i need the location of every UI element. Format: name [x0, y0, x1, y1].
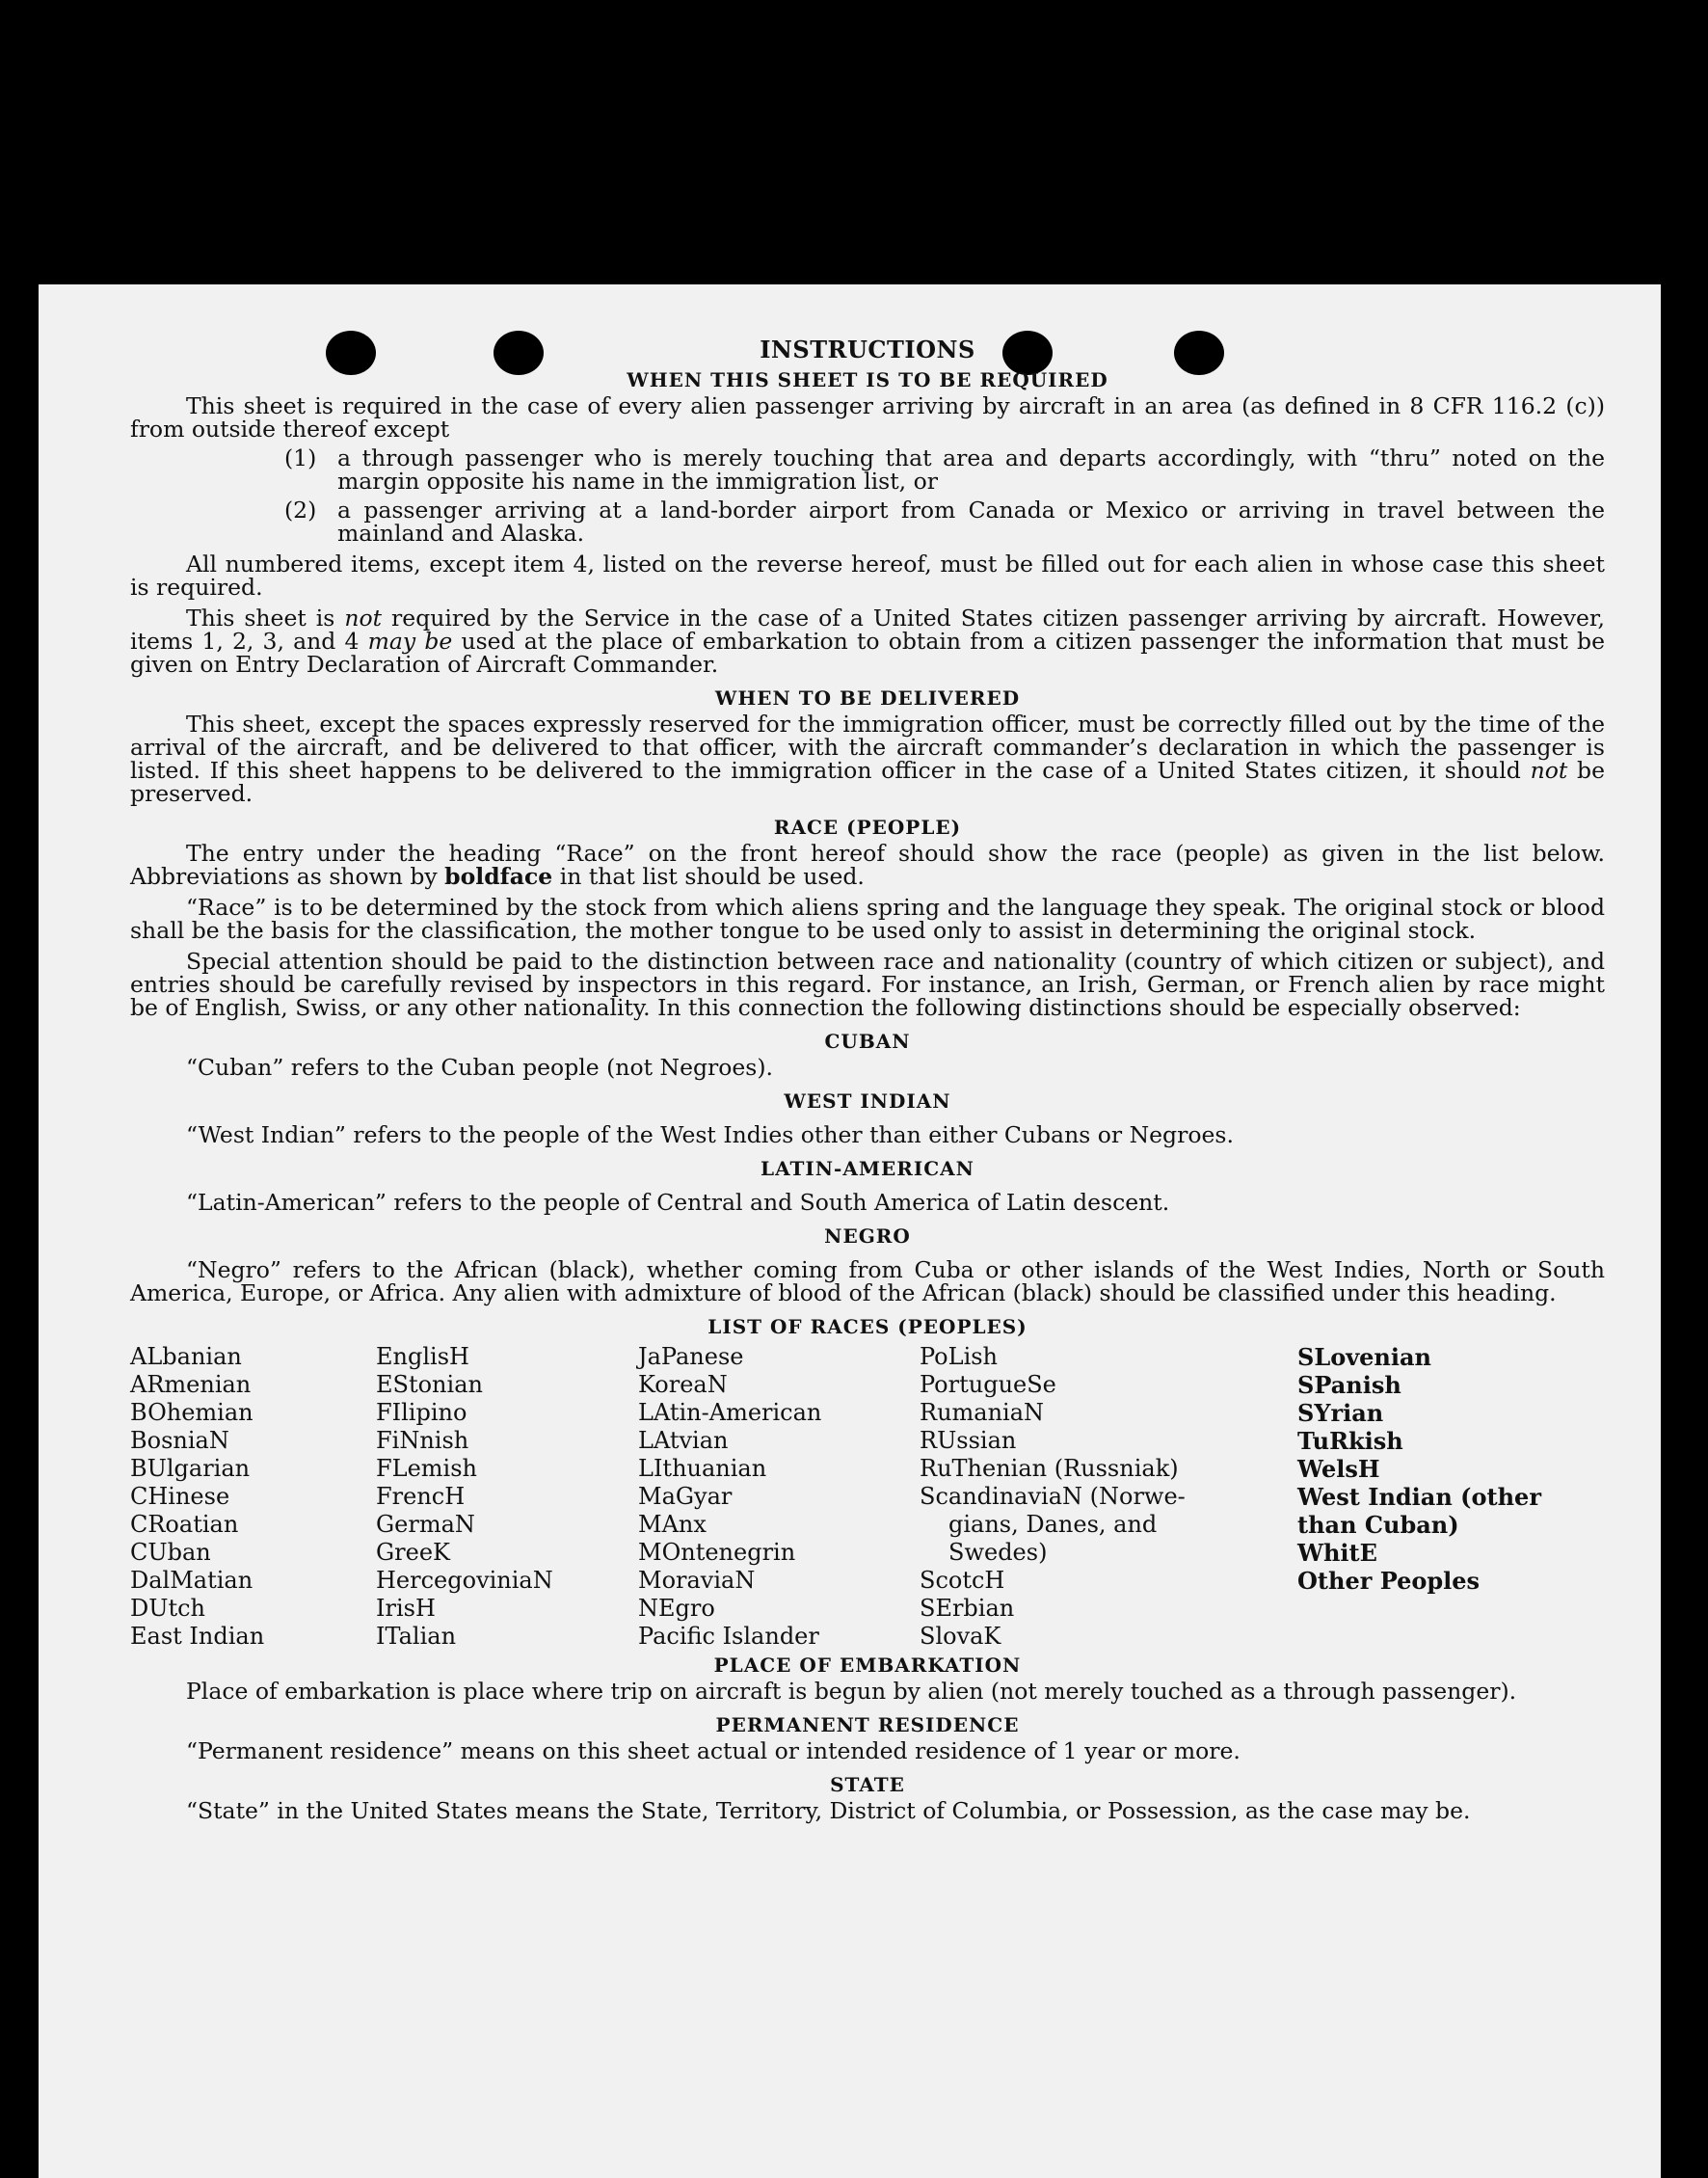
cuban-text: “Cuban” refers to the Cuban people (not Negroes).	[186, 1054, 774, 1081]
heading-west-indian: WEST INDIAN	[784, 1089, 951, 1113]
race-entry: CHinese	[130, 1483, 230, 1510]
race-entry: SYrian	[1297, 1399, 1384, 1427]
item-text: a passenger arriving at a land-border airport from Canada or Mexico or arriving in travel between the mainland and Alaska.	[337, 497, 1605, 547]
exception-item-2	[284, 498, 1605, 545]
race-entry: Other Peoples	[1297, 1567, 1481, 1595]
race-entry: PoLish	[920, 1343, 999, 1370]
race-entry: KoreaN	[638, 1371, 728, 1398]
heading-cuban: CUBAN	[824, 1030, 911, 1053]
race-entry: EStonian	[376, 1371, 483, 1398]
citizen-paragraph: This sheet is not required by the Service in the case of a United States citizen passenger arriving by aircraft. However, items 1, 2, 3, and 4 may be used at the place of embarkation to obtain from a citizen passenger the information that must be given on Entry Declaration of Aircraft Commander.	[130, 605, 1605, 678]
races-column-3	[638, 1343, 920, 1651]
races-column-1	[130, 1343, 376, 1651]
race-entry: GreeK	[376, 1539, 450, 1566]
heading-when-required: WHEN THIS SHEET IS TO BE REQUIRED	[627, 368, 1108, 391]
race-entry: SlovaK	[920, 1623, 1001, 1650]
numbered-items-paragraph: All numbered items, except item 4, listed on the reverse hereof, must be filled out for each alien in whose case this sheet is required.	[130, 551, 1605, 601]
latin-american-text: “Latin-American” refers to the people of Central and South America of Latin descent.	[186, 1189, 1170, 1216]
race-entry: CRoatian	[130, 1511, 239, 1538]
race-entry: ARmenian	[130, 1371, 252, 1398]
race-entry: TuRkish	[1297, 1427, 1403, 1455]
race-entry: SPanish	[1297, 1371, 1401, 1399]
residence-text: “Permanent residence” means on this sheet actual or intended residence of 1 year or more.	[186, 1737, 1241, 1764]
race-entry: FrencH	[376, 1483, 466, 1510]
heading-permanent-residence: PERMANENT RESIDENCE	[715, 1713, 1020, 1736]
race-entry: than Cuban)	[1297, 1511, 1459, 1539]
race-entry: MAnx	[638, 1511, 707, 1538]
heading-race: RACE (PEOPLE)	[773, 816, 962, 839]
embarkation-text: Place of embarkation is place where trip on aircraft is begun by alien (not merely touched as a through passenger).	[186, 1678, 1517, 1705]
heading-when-delivered: WHEN TO BE DELIVERED	[714, 686, 1021, 710]
race-entry: BUlgarian	[130, 1455, 251, 1482]
item-number: (2)	[284, 497, 317, 524]
item-text: a through passenger who is merely touching that area and departs accordingly, with “thru” noted on the margin opposite his name in the immigration list, or	[337, 444, 1605, 495]
races-table	[130, 1343, 1605, 1651]
race-entry: RumaniaN	[920, 1399, 1045, 1426]
instruction-sheet	[39, 284, 1661, 2178]
race-entry: WelsH	[1297, 1455, 1380, 1483]
heading-negro: NEGRO	[824, 1224, 911, 1248]
race-entry: ITalian	[376, 1623, 457, 1650]
race-entry: BosniaN	[130, 1427, 229, 1454]
race-entry: RuThenian (Russniak)	[920, 1455, 1179, 1482]
race-entry: LAtin-American	[638, 1399, 822, 1426]
race-entry: East Indian	[130, 1623, 265, 1650]
race-entry: Swedes)	[948, 1539, 1048, 1566]
race-entry: West Indian (other	[1297, 1483, 1541, 1511]
race-entry: LIthuanian	[638, 1455, 767, 1482]
race-entry: IrisH	[376, 1595, 436, 1622]
race-entry: MaGyar	[638, 1483, 733, 1510]
race-entry: SErbian	[920, 1595, 1015, 1622]
race-entry: WhitE	[1297, 1539, 1377, 1567]
race-entry: DUtch	[130, 1595, 206, 1622]
page-title: INSTRUCTIONS	[760, 336, 975, 363]
race-entry: HercegoviniaN	[376, 1567, 553, 1594]
heading-place-of-embarkation: PLACE OF EMBARKATION	[713, 1654, 1022, 1677]
race-entry: DalMatian	[130, 1567, 254, 1594]
race-entry: MOntenegrin	[638, 1539, 796, 1566]
race-entry: gians, Danes, and	[948, 1511, 1158, 1538]
race-paragraph-3: Special attention should be paid to the distinction between race and nationality (country of which citizen or subject), and entries should be carefully revised by inspectors in this regard. For instance, an Irish, German, or French alien by race might be of English, Swiss, or any other nationality. In this connection the following distinctions should be especially observed:	[130, 948, 1605, 1021]
races-column-2	[376, 1343, 638, 1651]
item-number: (1)	[284, 444, 317, 471]
race-entry: MoraviaN	[638, 1567, 756, 1594]
race-entry: CUban	[130, 1539, 211, 1566]
race-paragraph-1: The entry under the heading “Race” on the front hereof should show the race (people) as given in the list below. Abbreviations as shown by boldface in that list should be used.	[130, 840, 1605, 890]
delivered-paragraph: This sheet, except the spaces expressly reserved for the immigration officer, must be correctly filled out by the time of the arrival of the aircraft, and be delivered to that officer, with the aircraft commander’s declaration in which the passenger is listed. If this sheet happens to be delivered to the immigration officer in the case of a United States citizen, it should not be preserved.	[130, 711, 1605, 807]
races-column-4	[920, 1343, 1297, 1651]
race-entry: NEgro	[638, 1595, 715, 1622]
race-entry: FLemish	[376, 1455, 477, 1482]
race-entry: ScotcH	[920, 1567, 1005, 1594]
race-entry: ScandinaviaN (Norwe-	[920, 1483, 1186, 1510]
race-entry: BOhemian	[130, 1399, 254, 1426]
races-column-5	[1297, 1343, 1587, 1651]
race-entry: SLovenian	[1297, 1343, 1431, 1371]
heading-latin-american: LATIN-AMERICAN	[761, 1157, 974, 1180]
race-entry: FIlipino	[376, 1399, 467, 1426]
required-intro: This sheet is required in the case of every alien passenger arriving by aircraft in an area (as defined in 8 CFR 116.2 (c)) from outside thereof except	[130, 392, 1605, 443]
heading-state: STATE	[830, 1773, 905, 1796]
race-entry: EnglisH	[376, 1343, 469, 1370]
race-entry: FiNnish	[376, 1427, 469, 1454]
race-entry: JaPanese	[638, 1343, 744, 1370]
race-entry: ALbanian	[130, 1343, 242, 1370]
race-entry: PortugueSe	[920, 1371, 1056, 1398]
race-paragraph-2: “Race” is to be determined by the stock from which aliens spring and the language they speak. The original stock or blood shall be the basis for the classification, the mother tongue to be used only to assist in determining the original stock.	[130, 894, 1605, 944]
negro-text: “Negro” refers to the African (black), whether coming from Cuba or other islands of the West Indies, North or South America, Europe, or Africa. Any alien with admixture of blood of the African (black) should be classified under this heading.	[130, 1256, 1605, 1306]
race-entry: LAtvian	[638, 1427, 729, 1454]
race-entry: RUssian	[920, 1427, 1017, 1454]
state-text: “State” in the United States means the State, Territory, District of Columbia, or Possession, as the case may be.	[186, 1797, 1471, 1824]
heading-list-of-races: LIST OF RACES (PEOPLES)	[707, 1315, 1027, 1338]
race-entry: GermaN	[376, 1511, 475, 1538]
race-entry: Pacific Islander	[638, 1623, 819, 1650]
exception-item-1	[284, 446, 1605, 493]
document-body	[130, 335, 1605, 1822]
west-indian-text: “West Indian” refers to the people of the West Indies other than either Cubans or Negroes.	[186, 1121, 1234, 1148]
